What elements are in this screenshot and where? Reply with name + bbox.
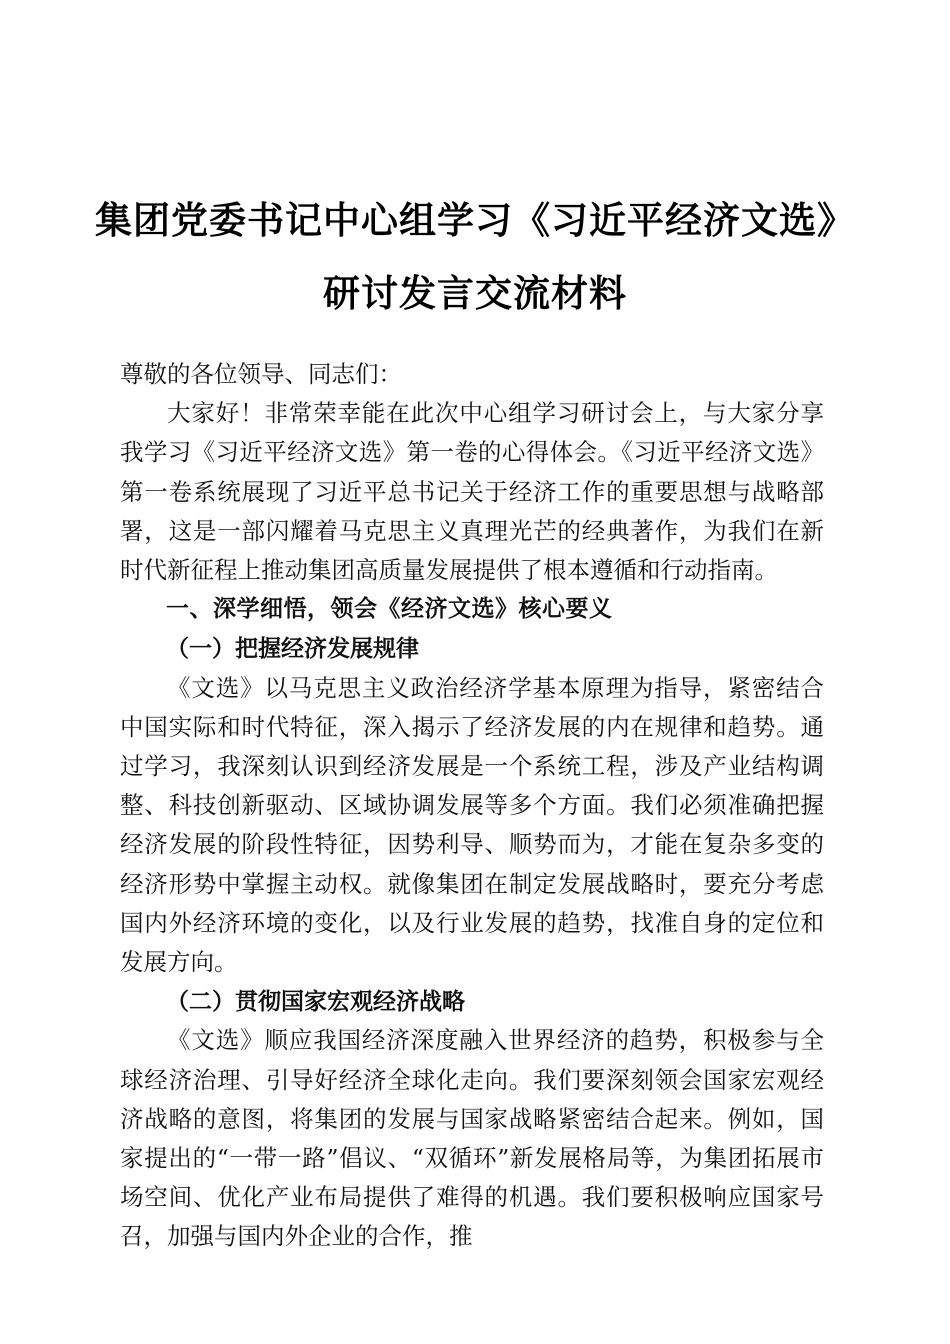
document-title-line-1: 集团党委书记中心组学习《习近平经济文选》 — [95, 199, 855, 242]
intro-paragraph: 大家好！非常荣幸能在此次中心组学习研讨会上，与大家分享我学习《习近平经济文选》第一卷的心得体会。《习近平经济文选》第一卷系统展现了习近平总书记关于经济工作的重要思想与战略部署，这是一部闪耀着马克思主义真理光芒的经典著作，为我们在新时代新征程上推动集团高质量发展提供了根本遵循和行动指南。 — [120, 399, 824, 585]
document-title-line-2: 研讨发言交流材料 — [323, 272, 627, 315]
subsection-paragraph-2: 《文选》顺应我国经济深度融入世界经济的趋势，积极参与全球经济治理、引导好经济全球化走向。我们要深刻领会国家宏观经济战略的意图，将集团的发展与国家战略紧密结合起来。例如，国家提出的“一带一路”倡议、“双循环”新发展格局等，为集团拓展市场空间、优化产业布局提供了难得的机遇。我们要积极响应国家号召，加强与国内外企业的合作，推 — [120, 1026, 824, 1251]
subsection-heading-1: （一）把握经济发展规律 — [166, 635, 419, 663]
document-body — [120, 355, 824, 1257]
subsection-heading-2: （二）贯彻国家宏观经济战略 — [166, 988, 465, 1016]
subsection-paragraph-1: 《文选》以马克思主义政治经济学基本原理为指导，紧密结合中国实际和时代特征，深入揭示了经济发展的内在规律和趋势。通过学习，我深刻认识到经济发展是一个系统工程，涉及产业结构调整、科技创新驱动、区域协调发展等多个方面。我们必须准确把握经济发展的阶段性特征，因势利导、顺势而为，才能在复杂多变的经济形势中掌握主动权。就像集团在制定发展战略时，要充分考虑国内外经济环境的变化，以及行业发展的趋势，找准自身的定位和发展方向。 — [120, 673, 824, 977]
salutation: 尊敬的各位领导、同志们： — [120, 360, 402, 388]
section-heading-1: 一、深学细悟，领会《经济文选》核心要义 — [166, 596, 613, 623]
